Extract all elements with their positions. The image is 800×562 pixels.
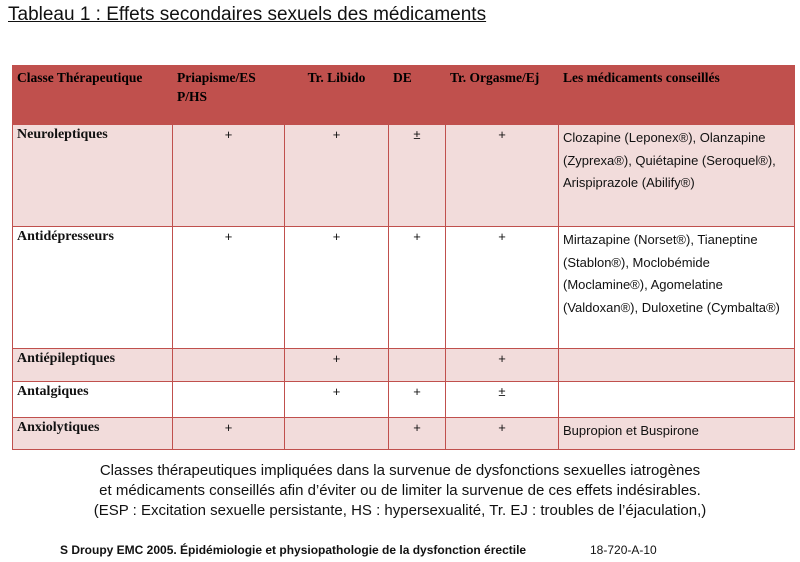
cell-priapisme: + xyxy=(173,125,285,227)
cell-de: ± xyxy=(389,125,446,227)
cell-priapisme: + xyxy=(173,227,285,349)
cell-orgasme: + xyxy=(446,125,559,227)
source-reference: 18-720-A-10 xyxy=(590,543,657,557)
caption-line-3: (ESP : Excitation sexuelle persistante, HS : hypersexualité, Tr. EJ : troubles de l’éjaculation,) xyxy=(93,502,707,519)
cell-orgasme: + xyxy=(446,227,559,349)
cell-classe: Antidépresseurs xyxy=(13,227,173,349)
header-de: DE xyxy=(389,66,446,125)
cell-libido: + xyxy=(285,349,389,382)
header-libido: Tr. Libido xyxy=(285,66,389,125)
cell-libido: + xyxy=(285,227,389,349)
source-citation: S Droupy EMC 2005. Épidémiologie et physiopathologie de la dysfonction érectile xyxy=(60,543,527,557)
cell-libido: + xyxy=(285,382,389,418)
table-title: Tableau 1 : Effets secondaires sexuels des médicaments xyxy=(8,4,487,25)
table-row xyxy=(13,349,795,382)
cell-de: + xyxy=(389,382,446,418)
cell-libido xyxy=(285,418,389,450)
side-effects-table xyxy=(12,65,795,450)
cell-orgasme: + xyxy=(446,349,559,382)
cell-de: + xyxy=(389,418,446,450)
cell-orgasme: + xyxy=(446,418,559,450)
cell-priapisme xyxy=(173,382,285,418)
cell-classe: Anxiolytiques xyxy=(13,418,173,450)
cell-classe: Antiépileptiques xyxy=(13,349,173,382)
cell-medicaments: Mirtazapine (Norset®), Tianeptine (Stablon®), Moclobémide (Moclamine®), Agomelatine (Valdoxan®), Duloxetine (Cymbalta®) xyxy=(559,227,795,349)
cell-de xyxy=(389,349,446,382)
table-caption xyxy=(0,461,800,521)
header-orgasme: Tr. Orgasme/Ej xyxy=(446,66,559,125)
header-medicaments: Les médicaments conseillés xyxy=(559,66,795,125)
cell-classe: Antalgiques xyxy=(13,382,173,418)
caption-line-2: et médicaments conseillés afin d’éviter ou de limiter la survenue de ces effets indésirables. xyxy=(99,482,701,499)
cell-de: + xyxy=(389,227,446,349)
table-row xyxy=(13,382,795,418)
cell-orgasme: ± xyxy=(446,382,559,418)
cell-medicaments: Clozapine (Leponex®), Olanzapine (Zyprexa®), Quiétapine (Seroquel®), Arispiprazole (Abilify®) xyxy=(559,125,795,227)
cell-medicaments xyxy=(559,382,795,418)
table-row xyxy=(13,227,795,349)
cell-priapisme: + xyxy=(173,418,285,450)
cell-classe: Neuroleptiques xyxy=(13,125,173,227)
table-header-row xyxy=(13,66,795,125)
cell-medicaments: Bupropion et Buspirone xyxy=(559,418,795,450)
cell-medicaments xyxy=(559,349,795,382)
table-row xyxy=(13,418,795,450)
header-classe: Classe Thérapeutique xyxy=(13,66,173,125)
caption-line-1: Classes thérapeutiques impliquées dans la survenue de dysfonctions sexuelles iatrogènes xyxy=(99,462,701,479)
table-row xyxy=(13,125,795,227)
cell-libido: + xyxy=(285,125,389,227)
cell-priapisme xyxy=(173,349,285,382)
header-priapisme: Priapisme/ES P/HS xyxy=(173,66,285,125)
